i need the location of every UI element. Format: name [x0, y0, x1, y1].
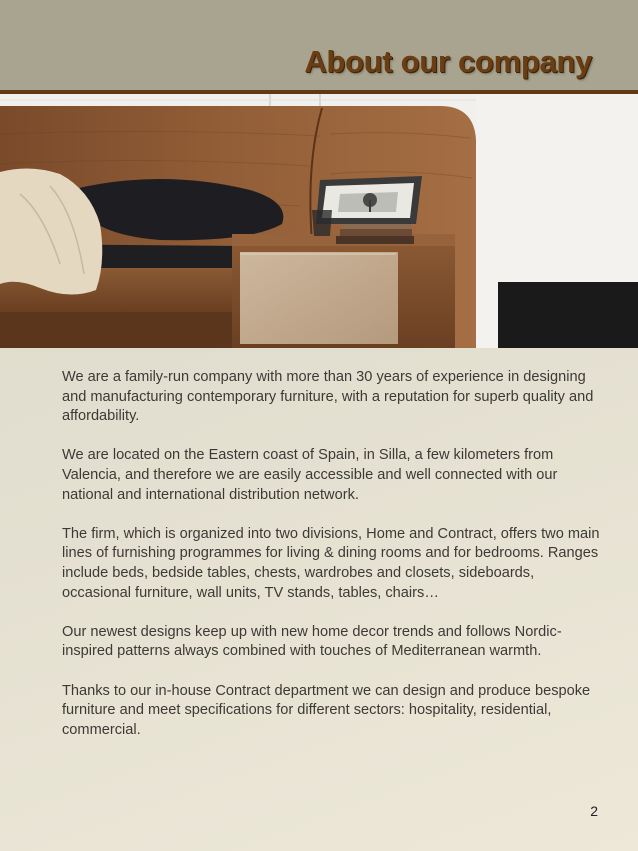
header-band: [0, 0, 638, 92]
paragraph-divisions: The firm, which is organized into two divisions, Home and Contract, offers two main lines of furnishing programmes for living & dining rooms and for bedrooms. Ranges include beds, bedside tables, chests, wardrobes and closets, sideboards, occasional furniture, wall units, TV stands, tables, chairs…: [62, 525, 600, 601]
bedroom-photo-illustration: [0, 94, 638, 348]
bedroom-photo: [0, 94, 638, 348]
paragraph-contract: Thanks to our in-house Contract department we can design and produce bespoke furniture and meet specifications for different sectors: hospitality, residential, commercial.: [62, 682, 591, 738]
page-title: About our company: [304, 44, 592, 79]
paragraph-location: We are located on the Eastern coast of Spain, in Silla, a few kilometers from Valencia, and therefore we are easily accessible and well connected with our national and international distribution network.: [62, 447, 558, 503]
paragraph-designs: Our newest designs keep up with new home decor trends and follows Nordic-inspired patterns always combined with touches of Mediterranean warmth.: [62, 623, 562, 660]
page-number: 2: [590, 803, 598, 819]
body-text: [62, 368, 602, 760]
paragraph-intro: We are a family-run company with more than 30 years of experience in designing and manufacturing contemporary furniture, with a reputation for superb quality and affordability.: [62, 369, 594, 425]
